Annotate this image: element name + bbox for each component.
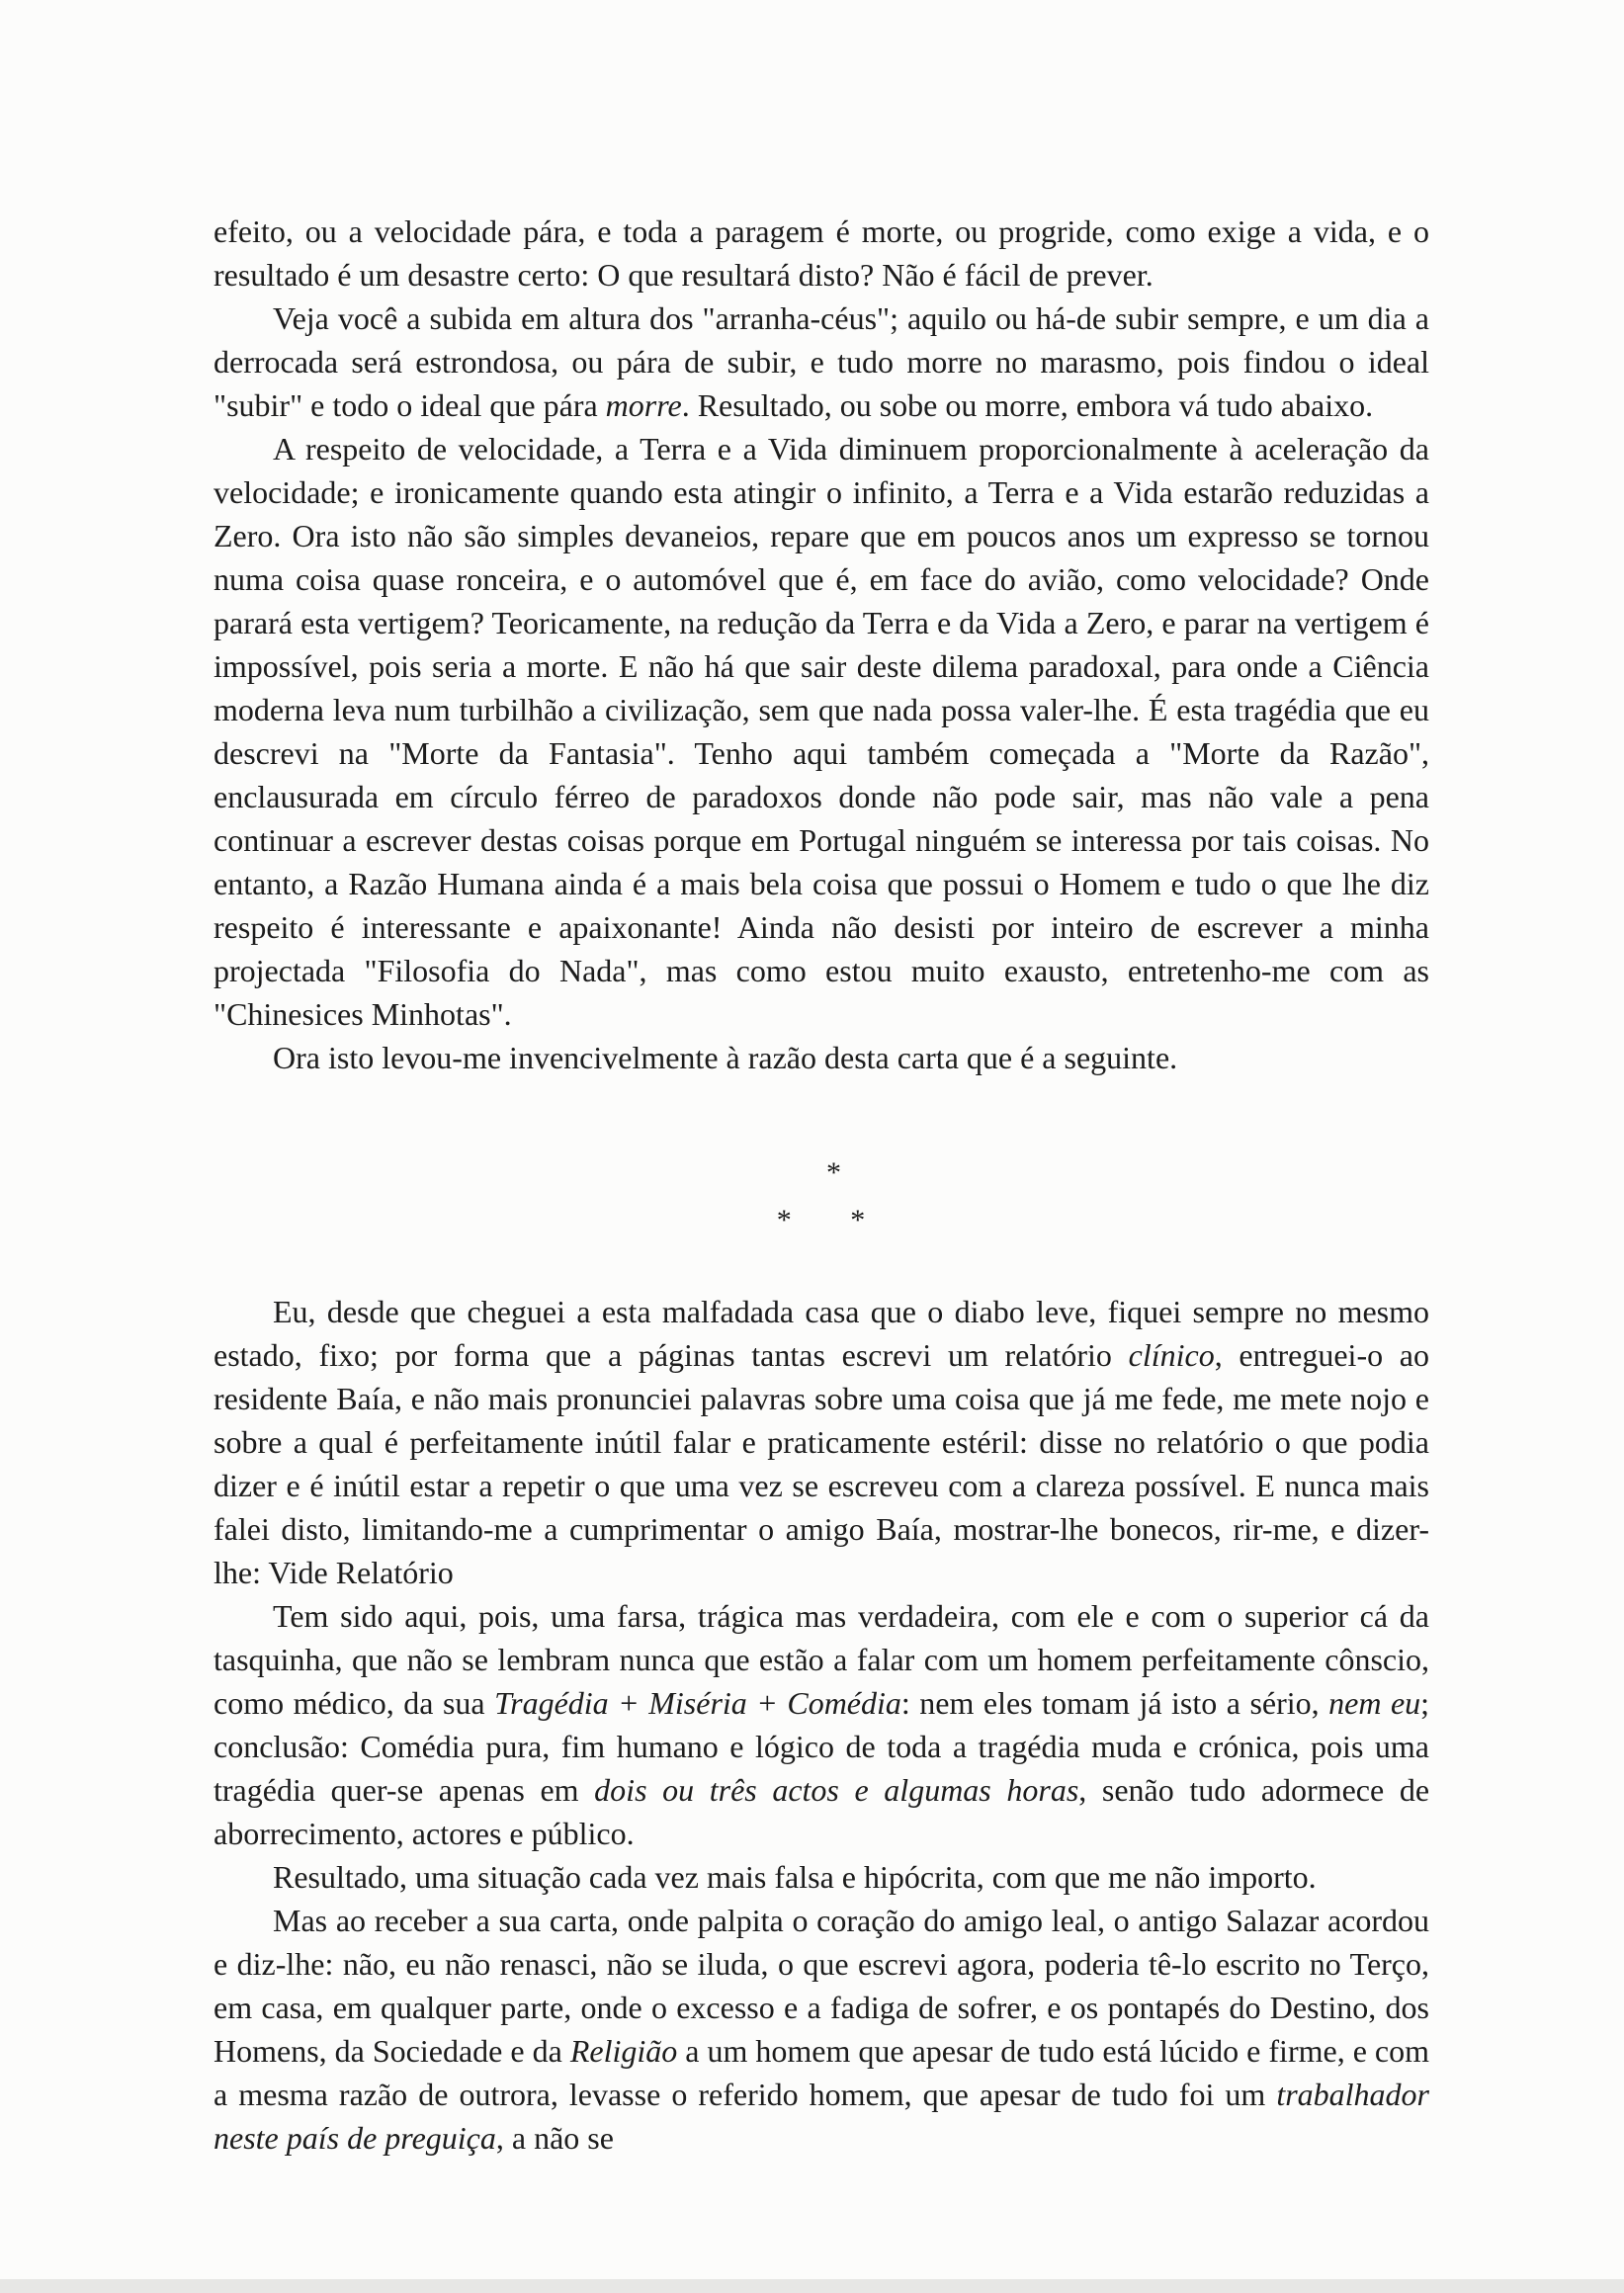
text-section-2 [214,1290,1429,2160]
text-run: a um homem que apesar de tudo está lúcido e firme, e com a mesma razão de outrora, levasse o referido homem, que apesar de tudo foi um [214,2033,1430,2112]
text-run: , entreguei-o ao residente Baía, e não mais pronunciei palavras sobre uma coisa que já me fede, me mete nojo e sobre a qual é perfeitamente inútil falar e praticamente estéril: disse no relatório o que podia dizer e é inútil estar a repetir o que uma vez se escreveu com a clareza possível. E nunca mais falei disto, limitando-me a cumprimentar o amigo Baía, mostrar-lhe bonecos, rir-me, e dizer-lhe: Vide Relatório [214,1337,1430,1590]
emphasis: trabalhador neste país de preguiça [214,2077,1429,2156]
section-separator-top: * [826,1156,841,1189]
text-run: . Resultado, ou sobe ou morre, embora vá tudo abaixo. [681,387,1374,423]
emphasis: dois ou três actos e algumas horas [594,1772,1079,1808]
emphasis: morre [605,387,682,423]
text-run: Veja você a subida em altura dos "arranha-céus"; aquilo ou há-de subir sempre, e um dia a derrocada será estrondosa, ou pára de subir, e tudo morre no marasmo, pois findou o ideal "subir" e todo o ideal que pára [214,300,1429,423]
section-separator-bottom: * * [776,1204,892,1236]
paragraph [214,1899,1429,2160]
text-run: Eu, desde que cheguei a esta malfadada casa que o diabo leve, fiquei sempre no mesmo estado, fixo; por forma que a páginas tantas escrevi um relatório [214,1294,1429,1373]
text-run: Mas ao receber a sua carta, onde palpita o coração do amigo leal, o antigo Salazar acordou e diz-lhe: não, eu não renasci, não se iluda, o que escrevi agora, poderia tê-lo escrito no Terço, em casa, em qualquer parte, onde o excesso e a fadiga de sofrer, e os pontapés do Destino, dos Homens, da Sociedade e da [214,1903,1429,2069]
text-run: ; conclusão: Comédia pura, fim humano e lógico de toda a tragédia muda e crónica, pois uma tragédia quer-se apenas em [214,1685,1430,1808]
paragraph: efeito, ou a velocidade pára, e toda a paragem é morte, ou progride, como exige a vida, e o resultado é um desastre certo: O que resultará disto? Não é fácil de prever. [214,213,1429,293]
text-run: , a não se [495,2120,614,2156]
text-run: : nem eles tomam já isto a sério, [900,1685,1329,1721]
scan-bottom-edge [0,2279,1624,2293]
paragraph: A respeito de velocidade, a Terra e a Vida diminuem proporcionalmente à aceleração da velocidade; e ironicamente quando esta atingir o infinito, a Terra e a Vida estarão reduzidas a Zero. Ora isto não são simples devaneios, repare que em poucos anos um expresso se tornou numa coisa quase ronceira, e o automóvel que é, em face do avião, como velocidade? Onde parará esta vertigem? Teoricamente, na redução da Terra e da Vida a Zero, e parar na vertigem é impossível, pois seria a morte. E não há que sair deste dilema paradoxal, para onde a Ciência moderna leva num turbilhão a civilização, sem que nada possa valer-lhe. É esta tragédia que eu descrevi na "Morte da Fantasia". Tenho aqui também começada a "Morte da Razão", enclausurada em círculo férreo de paradoxos donde não pode sair, mas não vale a pena continuar a escrever destas coisas porque em Portugal ninguém se interessa por tais coisas. No entanto, a Razão Humana ainda é a mais bela coisa que possui o Homem e tudo o que lhe diz respeito é interessante e apaixonante! Ainda não desisti por inteiro de escrever a minha projectada "Filosofia do Nada", mas como estou muito exausto, entretenho-me com as "Chinesices Minhotas". [214,431,1429,1032]
paragraph [214,1290,1429,1594]
text-run: Tem sido aqui, pois, uma farsa, trágica mas verdadeira, com ele e com o superior cá da tasquinha, que não se lembram nunca que estão a falar com um homem perfeitamente cônscio, como médico, da sua [214,1598,1429,1721]
emphasis: nem eu [1328,1685,1421,1721]
emphasis: Religião [569,2033,678,2069]
emphasis: clínico [1128,1337,1215,1373]
text-run: , senão tudo adormece de aborrecimento, actores e público. [214,1772,1430,1851]
paragraph: Ora isto levou-me invencivelmente à razão desta carta que é a seguinte. [273,1040,1178,1075]
paragraph [214,297,1429,427]
text-section-1 [214,210,1429,1079]
paragraph [214,1594,1429,1855]
paragraph: Resultado, uma situação cada vez mais falsa e hipócrita, com que me não importo. [273,1859,1317,1895]
emphasis: Tragédia + Miséria + Comédia [494,1685,901,1721]
